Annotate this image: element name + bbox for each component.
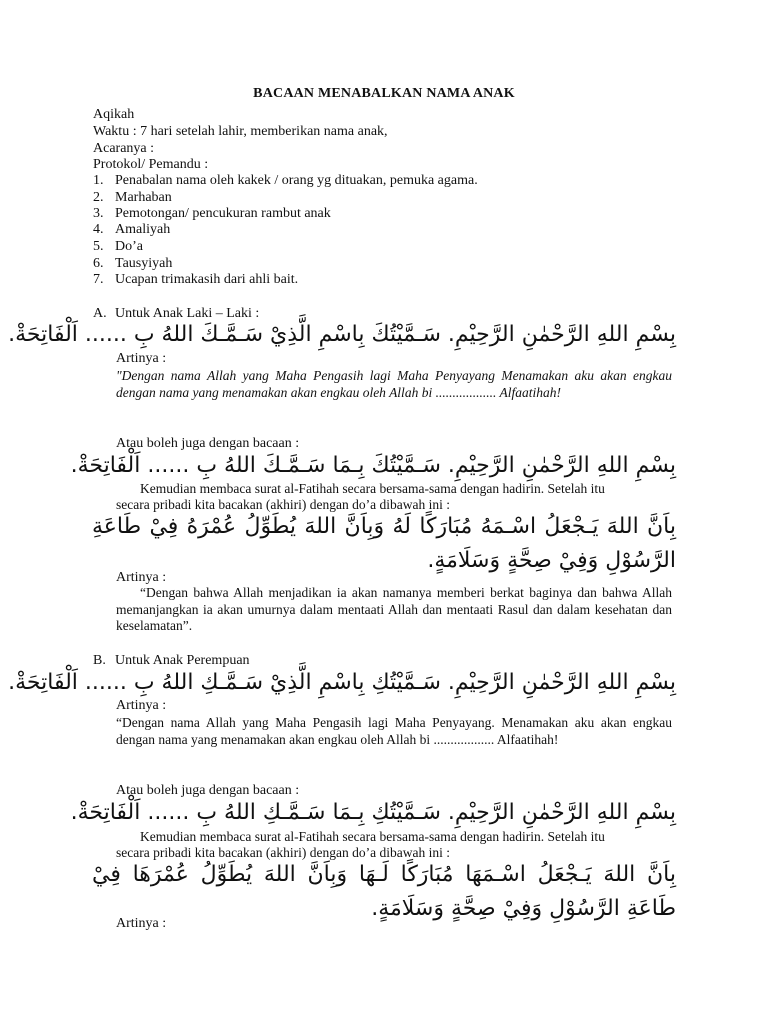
section-a-heading: A. Untuk Anak Laki – Laki : bbox=[93, 306, 260, 321]
section-b-artinya-label: Artinya : bbox=[116, 698, 167, 713]
section-a-artinya-label-2: Artinya : bbox=[116, 570, 167, 585]
section-b-heading: B. Untuk Anak Perempuan bbox=[93, 653, 250, 668]
agenda-item: 4. Amaliyah bbox=[93, 222, 171, 237]
section-a-kemudian-2: secara pribadi kita bacakan (akhiri) dengan do’a dibawah ini : bbox=[116, 497, 450, 512]
section-b-arabic-doa: بِاَنَّ اللهَ يَـجْعَلُ اسْـمَهَا مُبَارَكًا لَـهَا وَبِاَنَّ اللهَ يُطَوِّلُ عُمْرَهَا فِيْ طَاعَةِ الرَّسُوْلِ وَفِيْ صِحَّةٍ وَسَلَامَةٍ. bbox=[92, 862, 676, 921]
section-a-arabic-doa: بِاَنَّ اللهَ يَـجْعَلُ اسْـمَهُ مُبَارَكًا لَهُ وَبِاَنَّ اللهَ يُطَوِّلُ عُمْرَهُ فِيْ طَاعَةِ الرَّسُوْلِ وَفِيْ صِحَّةٍ وَسَلَامَةٍ. bbox=[92, 514, 676, 573]
section-b-meaning-1: “Dengan nama Allah yang Maha Pengasih lagi Maha Penyayang. Menamakan aku akan engkau dengan nama yang menamakan akan engkau oleh Allah bi .................. Alfaatihah! bbox=[116, 715, 672, 747]
intro-waktu: Waktu : 7 hari setelah lahir, memberikan nama anak, bbox=[93, 124, 388, 139]
section-a-kemudian-1: Kemudian membaca surat al-Fatihah secara bersama-sama dengan hadirin. Setelah itu bbox=[140, 481, 605, 496]
page-title: BACAAN MENABALKAN NAMA ANAK bbox=[253, 86, 515, 101]
section-a-atau: Atau boleh juga dengan bacaan : bbox=[116, 436, 300, 451]
agenda-item: 5. Do’a bbox=[93, 239, 143, 254]
section-a-meaning-1: "Dengan nama Allah yang Maha Pengasih lagi Maha Penyayang Menamakan aku akan engkau dengan nama yang menamakan akan engkau oleh Allah bi .................. Alfaatihah! bbox=[116, 368, 672, 400]
section-b-kemudian-2: secara pribadi kita bacakan (akhiri) dengan do’a dibawah ini : bbox=[116, 845, 450, 860]
intro-acaranya: Acaranya : bbox=[93, 141, 155, 156]
agenda-item: 6. Tausyiyah bbox=[93, 256, 173, 271]
section-b-atau: Atau boleh juga dengan bacaan : bbox=[116, 783, 300, 798]
section-b-arabic-naming: بِسْمِ اللهِ الرَّحْمٰنِ الرَّحِيْمِ. سَـمَّيْتُكِ بِاسْمِ الَّذِيْ سَـمَّـكِ اللهُ بِ ...... اَلْفَاتِحَةْ. bbox=[8, 670, 676, 695]
intro-protokol: Protokol/ Pemandu : bbox=[93, 157, 209, 172]
section-a-arabic-naming: بِسْمِ اللهِ الرَّحْمٰنِ الرَّحِيْمِ. سَـمَّيْتُكَ بِاسْمِ الَّذِيْ سَـمَّـكَ اللهُ بِ ...... اَلْفَاتِحَةْ. bbox=[8, 322, 676, 347]
intro-aqikah: Aqikah bbox=[93, 107, 135, 122]
agenda-item: 7. Ucapan trimakasih dari ahli bait. bbox=[93, 272, 299, 287]
section-a-artinya-label: Artinya : bbox=[116, 351, 167, 366]
section-a-meaning-2: “Dengan bahwa Allah menjadikan ia akan namanya memberi berkat baginya dan bahwa Allah memanjangkan ia akan umurnya dalam mentaati Allah dan mentaati Rasul dan dalam kesehatan dan keselamatan”. bbox=[116, 585, 672, 633]
section-a-arabic-alternative: بِسْمِ اللهِ الرَّحْمٰنِ الرَّحِيْمِ. سَـمَّيْتُكَ بِـمَا سَـمَّـكَ اللهُ بِ ...... اَلْفَاتِحَةْ. bbox=[70, 453, 676, 478]
section-b-artinya-label-2: Artinya : bbox=[116, 916, 167, 931]
agenda-item: 3. Pemotongan/ pencukuran rambut anak bbox=[93, 206, 331, 221]
agenda-item: 1. Penabalan nama oleh kakek / orang yg dituakan, pemuka agama. bbox=[93, 173, 478, 188]
section-b-kemudian-1: Kemudian membaca surat al-Fatihah secara bersama-sama dengan hadirin. Setelah itu bbox=[140, 829, 605, 844]
agenda-item: 2. Marhaban bbox=[93, 190, 172, 205]
section-b-arabic-alternative: بِسْمِ اللهِ الرَّحْمٰنِ الرَّحِيْمِ. سَـمَّيْتُكِ بِـمَا سَـمَّـكِ اللهُ بِ ...... اَلْفَاتِحَةْ. bbox=[70, 800, 676, 825]
